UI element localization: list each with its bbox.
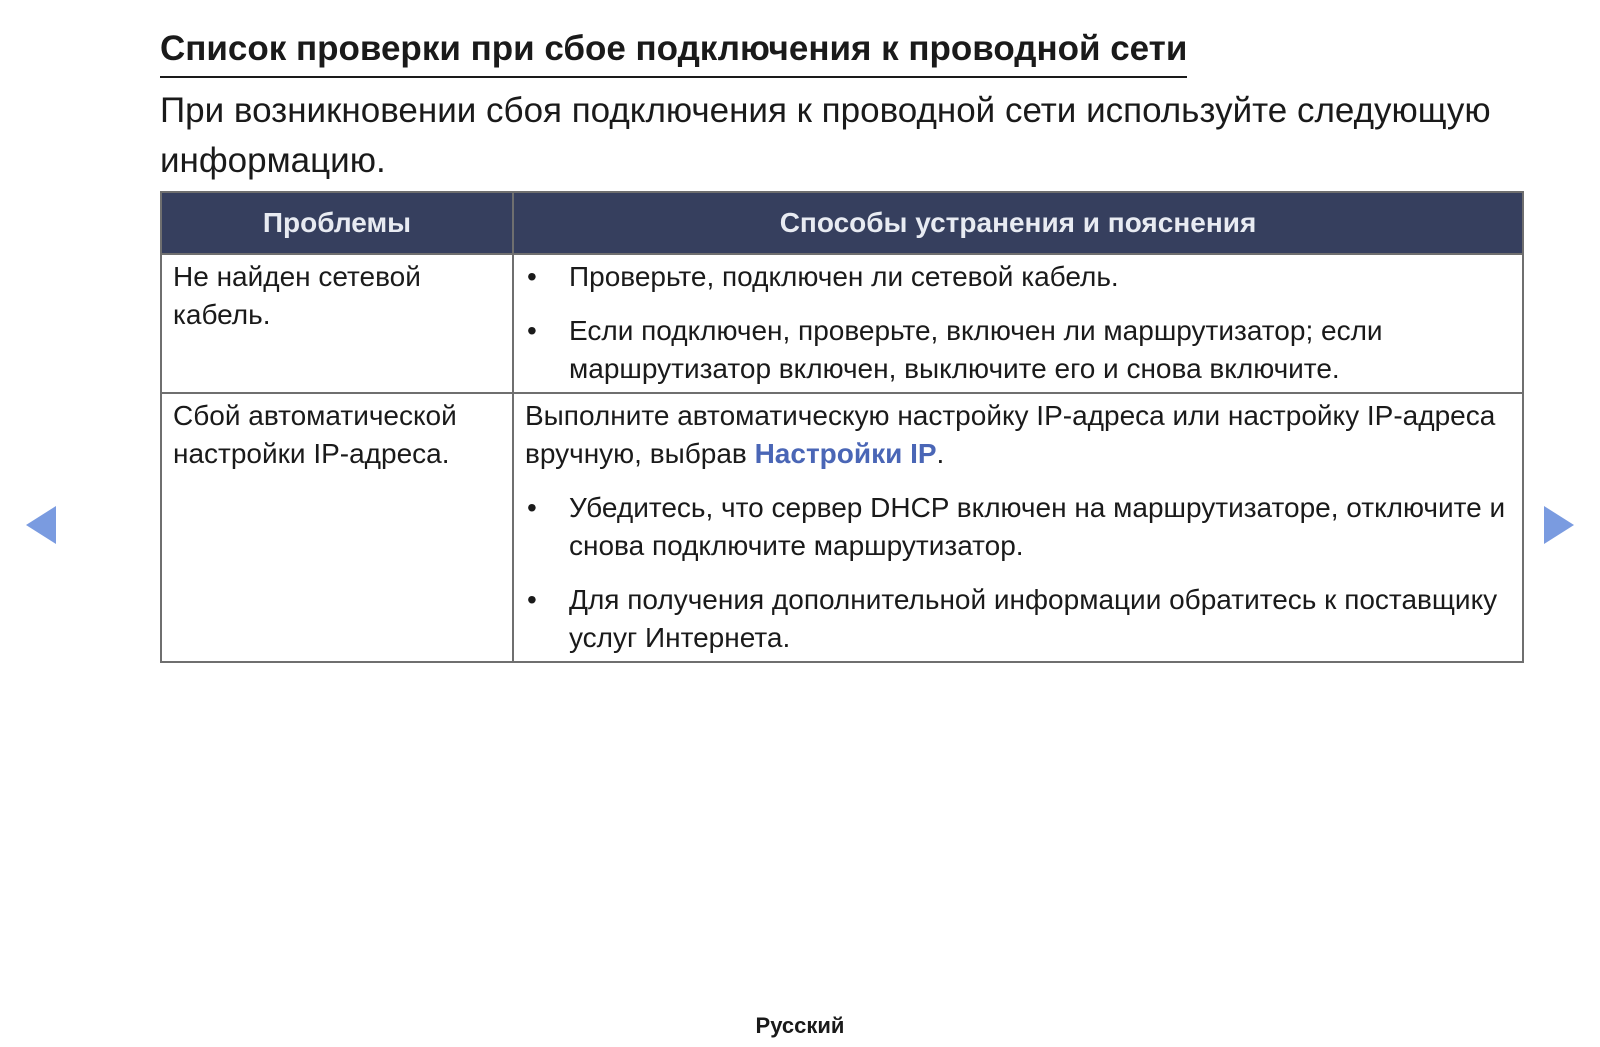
list-item [525, 581, 1511, 657]
bullet-icon: • [527, 492, 537, 523]
solution-list [525, 258, 1511, 388]
header-solutions: Способы устранения и пояснения [513, 192, 1523, 254]
solution-lead [525, 397, 1511, 473]
ip-settings-link[interactable]: Настройки IP [754, 438, 937, 469]
table-row [161, 393, 1523, 662]
list-item [525, 489, 1511, 565]
footer-language: Русский [755, 1013, 845, 1038]
solution-cell [513, 254, 1523, 393]
bullet-icon: • [527, 261, 537, 292]
troubleshooting-table [160, 191, 1524, 663]
list-item-text: Если подключен, проверьте, включен ли маршрутизатор; если маршрутизатор включен, выключите его и снова включите. [569, 315, 1383, 384]
bullet-icon: • [527, 584, 537, 615]
solution-lead-end: . [936, 438, 945, 469]
solution-lead-text: Выполните автоматическую настройку IP-адреса или настройку IP-адреса вручную, выбрав [525, 400, 1496, 469]
list-item [525, 258, 1511, 296]
table-row [161, 254, 1523, 393]
table-header-row [161, 192, 1523, 254]
list-item-text: Убедитесь, что сервер DHCP включен на маршрутизаторе, отключите и снова подключите маршрутизатор. [569, 492, 1506, 561]
intro-text: При возникновении сбоя подключения к проводной сети используйте следующую информацию. [160, 91, 1491, 180]
previous-page-arrow-icon[interactable] [26, 506, 56, 544]
next-page-arrow-icon[interactable] [1544, 506, 1574, 544]
solution-list [525, 489, 1511, 657]
problem-cell: Не найден сетевой кабель. [161, 254, 513, 393]
list-item [525, 312, 1511, 388]
problem-cell: Сбой автоматической настройки IP-адреса. [161, 393, 513, 662]
list-item-text: Проверьте, подключен ли сетевой кабель. [569, 261, 1119, 292]
solution-cell [513, 393, 1523, 662]
header-problems: Проблемы [161, 192, 513, 254]
page-title: Список проверки при сбое подключения к проводной сети [160, 26, 1187, 78]
list-item-text: Для получения дополнительной информации обратитесь к поставщику услуг Интернета. [569, 584, 1498, 653]
bullet-icon: • [527, 315, 537, 346]
